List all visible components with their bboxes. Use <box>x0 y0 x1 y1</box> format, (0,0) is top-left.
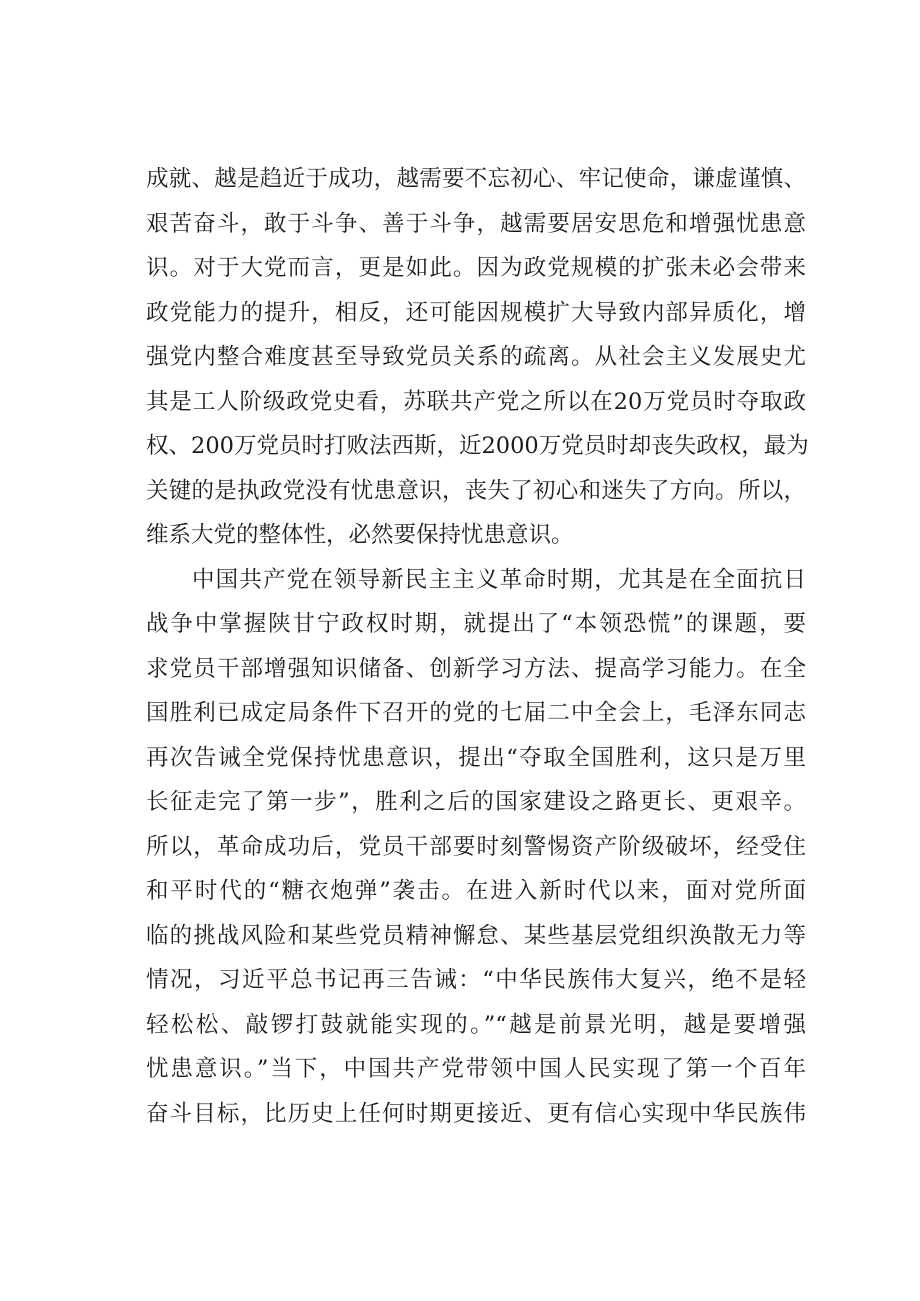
text-line: 强党内整合难度甚至导致党员关系的疏离。从社会主义发展史尤 <box>146 344 806 370</box>
text-line: 中国共产党在领导新民主主义革命时期，尤其是在全面抗日 <box>192 566 806 593</box>
text-line: 长征走完了第一步”，胜利之后的国家建设之路更长、更艰辛。 <box>146 789 806 815</box>
text-line: 轻松松、敲锣打鼓就能实现的。”“越是前景光明，越是要增强 <box>146 1011 806 1038</box>
text-line: 政党能力的提升，相反，还可能因规模扩大导致内部异质化，增 <box>146 299 806 326</box>
document-body <box>146 157 809 1136</box>
paragraph-1 <box>146 157 809 558</box>
text-line: 其是工人阶级政党史看，苏联共产党之所以在20万党员时夺取政 <box>146 388 806 415</box>
text-line: 临的挑战风险和某些党员精神懈怠、某些基层党组织涣散无力等 <box>146 922 806 949</box>
text-line: 识。对于大党而言，更是如此。因为政党规模的扩张未必会带来 <box>146 255 806 281</box>
text-line: 战争中掌握陕甘宁政权时期，就提出了“本领恐慌”的课题，要 <box>146 611 806 637</box>
text-line: 忧患意识。”当下，中国共产党带领中国人民实现了第一个百年 <box>146 1056 806 1082</box>
paragraph-2 <box>146 558 806 1137</box>
text-line: 维系大党的整体性，必然要保持忧患意识。 <box>146 522 574 548</box>
text-line: 艰苦奋斗，敢于斗争、善于斗争，越需要居安思危和增强忧患意 <box>146 210 806 237</box>
text-line: 再次告诫全党保持忧患意识，提出“夺取全国胜利，这只是万里 <box>146 744 806 771</box>
text-line: 国胜利已成定局条件下召开的党的七届二中全会上，毛泽东同志 <box>146 700 806 726</box>
text-line: 成就、越是趋近于成功，越需要不忘初心、牢记使命，谦虚谨慎、 <box>146 166 806 192</box>
text-line: 情况，习近平总书记再三告诫：“中华民族伟大复兴，绝不是轻 <box>146 967 806 993</box>
text-line: 所以，革命成功后，党员干部要时刻警惕资产阶级破坏，经受住 <box>146 833 806 860</box>
text-line: 关键的是执政党没有忧患意识，丧失了初心和迷失了方向。所以， <box>146 477 806 504</box>
text-line: 求党员干部增强知识储备、创新学习方法、提高学习能力。在全 <box>146 655 806 682</box>
text-line: 奋斗目标，比历史上任何时期更接近、更有信心实现中华民族伟 <box>146 1100 806 1127</box>
text-line: 和平时代的“糖衣炮弹”袭击。在进入新时代以来，面对党所面 <box>146 878 806 904</box>
text-line: 权、200万党员时打败法西斯，近2000万党员时却丧失政权，最为 <box>146 433 809 459</box>
